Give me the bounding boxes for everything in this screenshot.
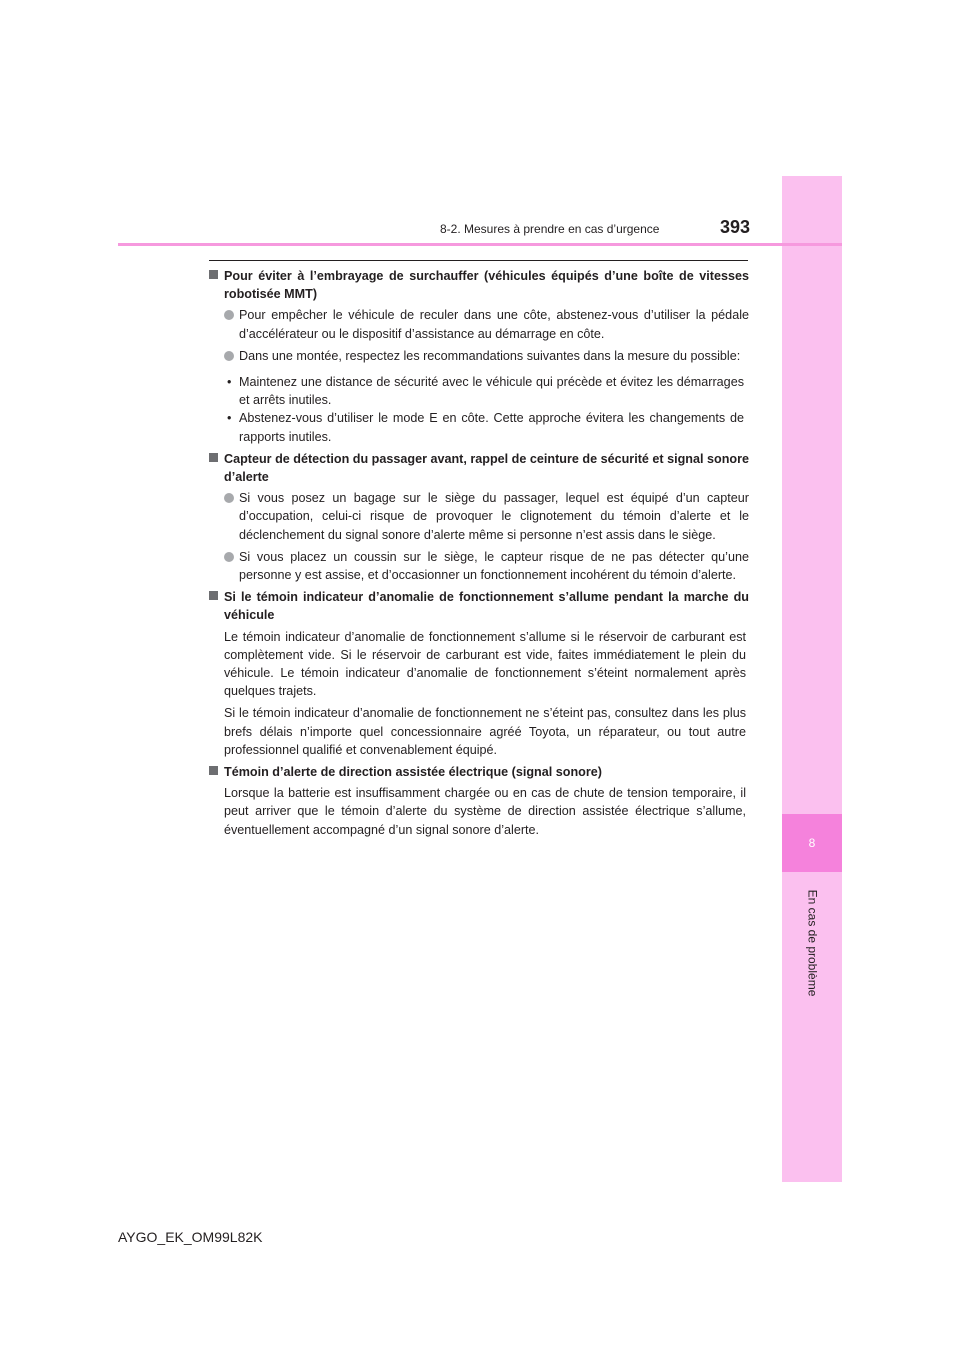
bullet-item: Si vous posez un bagage sur le siège du passager, lequel est équipé d’un capteur d’occupation, celui-ci risque de provoquer le clignotement du témoin d’alerte et le déclenchement du signal sonore d’alerte même si personne n’est assis dans le siège. xyxy=(209,489,749,544)
chapter-tab-label-text: En cas de problème xyxy=(805,889,820,997)
bullet-item: Dans une montée, respectez les recommandations suivantes dans la mesure du possible: xyxy=(209,347,749,365)
square-bullet-icon xyxy=(209,453,218,462)
chapter-tab-number: 8 xyxy=(782,814,842,872)
small-bullet-icon: • xyxy=(227,411,232,426)
paragraph: Lorsque la batterie est insuffisamment chargée ou en cas de chute de tension temporaire, il peut arriver que le témoin d’alerte du système de direction assistée électrique s’allume, éventuellement accompagné d’un signal sonore d’alerte. xyxy=(224,786,746,837)
small-bullet-icon: • xyxy=(227,375,232,390)
bullet-item: Pour empêcher le véhicule de reculer dans une côte, abstenez-vous d’utiliser la pédale d’accélérateur ou le dispositif d’assistance au démarrage en côte. xyxy=(209,306,749,342)
section-heading: Capteur de détection du passager avant, rappel de ceinture de sécurité et signal sonore d’alerte xyxy=(209,450,749,486)
bullet-item: Si vous placez un coussin sur le siège, le capteur risque de ne pas détecter qu’une personne y est assise, et d’occasionner un fonctionnement incohérent du témoin d’alerte. xyxy=(209,548,749,584)
round-bullet-icon xyxy=(224,310,234,320)
square-bullet-icon xyxy=(209,270,218,279)
round-bullet-icon xyxy=(224,493,234,503)
round-bullet-icon xyxy=(224,552,234,562)
header-divider xyxy=(118,243,842,246)
sub-item: • Abstenez-vous d’utiliser le mode E en côte. Cette approche évitera les changements de rapports inutiles. xyxy=(227,411,744,444)
section-heading: Pour éviter à l’embrayage de surchauffer (véhicules équipés d’une boîte de vitesses robotisée MMT) xyxy=(209,267,749,303)
page-content xyxy=(209,267,749,843)
round-bullet-icon xyxy=(224,351,234,361)
section-heading: Témoin d’alerte de direction assistée électrique (signal sonore) xyxy=(209,763,749,781)
side-tab-band xyxy=(782,176,842,1182)
paragraph: Le témoin indicateur d’anomalie de fonctionnement s’allume si le réservoir de carburant est complètement vide. Si le réservoir de carburant est vide, faites immédiatement le plein du véhicule. Le témoin indicateur d’anomalie de fonctionnement s’éteint normalement après quelques trajets. xyxy=(224,629,746,699)
square-bullet-icon xyxy=(209,591,218,600)
content-divider xyxy=(209,260,748,261)
chapter-tab-label xyxy=(782,878,842,1008)
section-heading: Si le témoin indicateur d’anomalie de fonctionnement s’allume pendant la marche du véhicule xyxy=(209,588,749,624)
sub-item: • Maintenez une distance de sécurité avec le véhicule qui précède et évitez les démarrages et arrêts inutiles. xyxy=(227,375,744,408)
page-number: 393 xyxy=(720,217,751,237)
document-code: AYGO_EK_OM99L82K xyxy=(118,1229,263,1245)
section-header: 8-2. Mesures à prendre en cas d’urgence xyxy=(440,222,660,236)
paragraph: Si le témoin indicateur d’anomalie de fonctionnement ne s’éteint pas, consultez dans les plus brefs délais n’importe quel concessionnaire agréé Toyota, un réparateur, ou tout autre professionnel qualifié et convenablement équipé. xyxy=(224,706,746,757)
square-bullet-icon xyxy=(209,766,218,775)
